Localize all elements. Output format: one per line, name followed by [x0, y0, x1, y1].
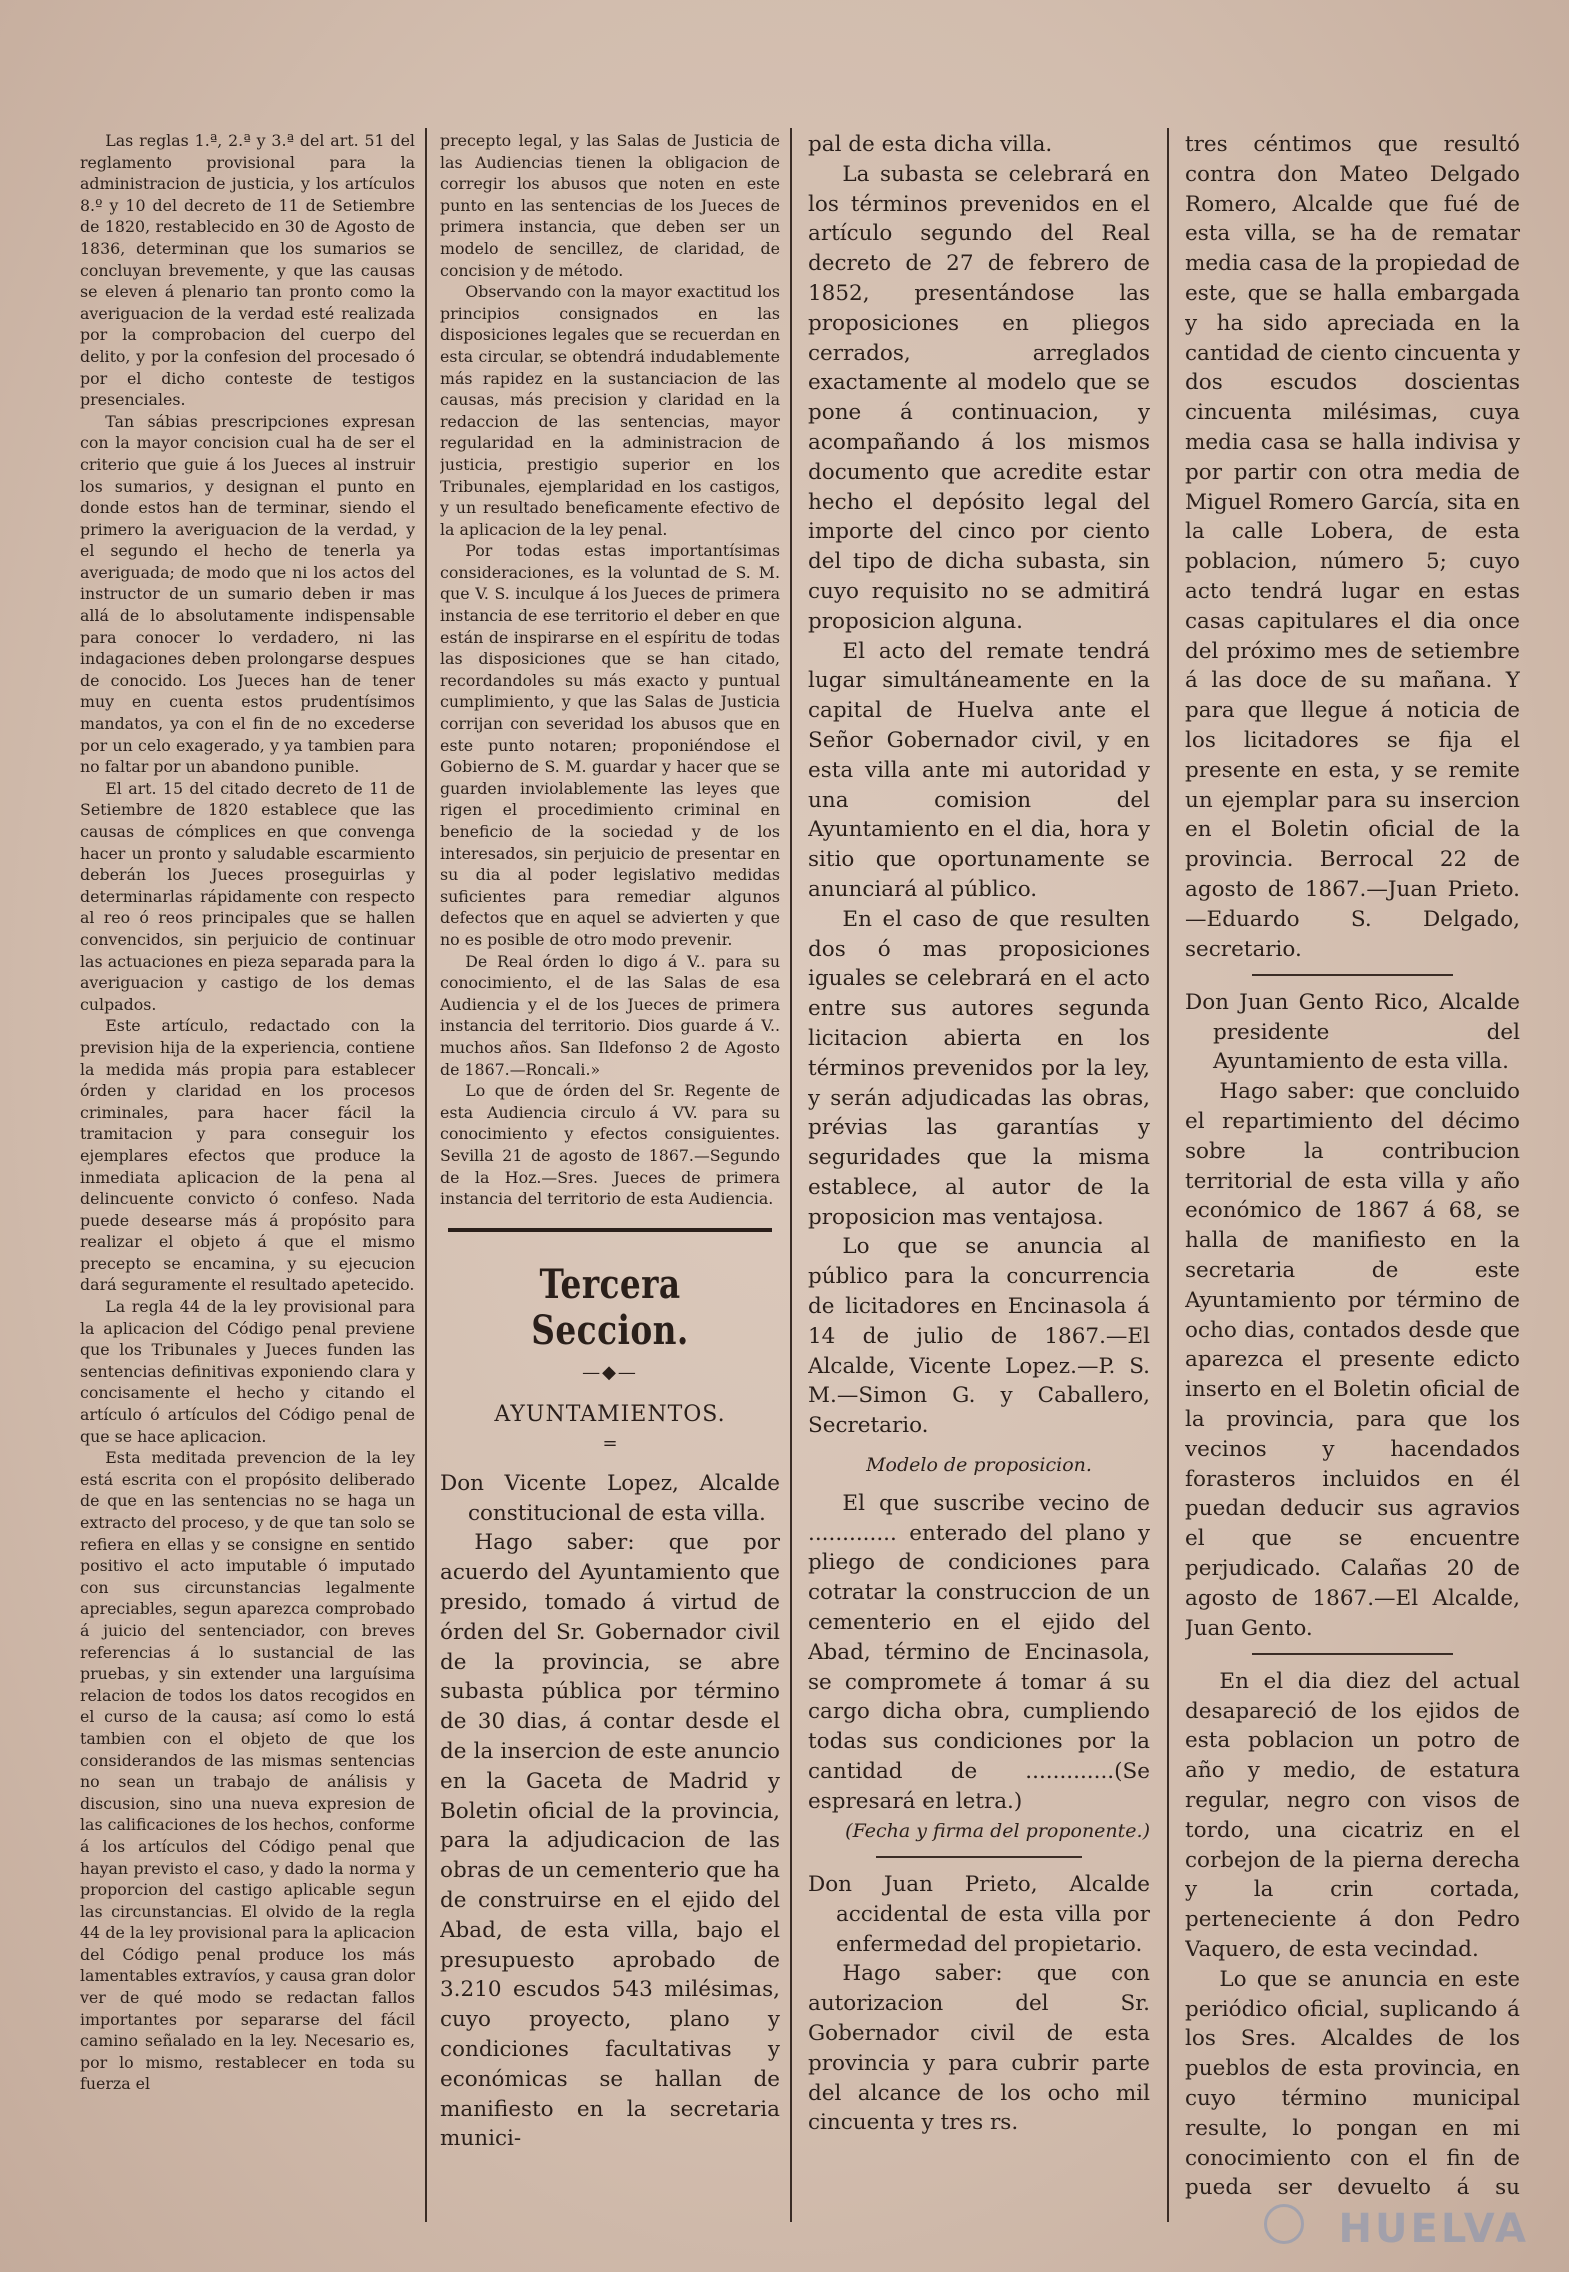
paragraph: El acto del remate tendrá lugar simultáneamente en la capital de Huelva ante el Señor Gobernador civil, y en esta villa ante mi autoridad y una comision del Ayuntamiento en el dia, hora y sitio que oportunamente se anunciará al público.: [808, 638, 1150, 902]
column-divider: [425, 128, 427, 2222]
paragraph: Las reglas 1.ª, 2.ª y 3.ª del art. 51 del reglamento provisional para la administracion de justicia, y los artículos 8.º y 10 del decreto de 11 de Setiembre de 1820, restablecido en 30 de Agosto de 1836, determinan que los sumarios se concluyan brevemente, y que las causas se eleven á plenario tan pronto como la averiguacion de la verdad esté realizada por la comprobacion del cuerpo del delito, y por la confesion del procesado ó por el dicho conteste de testigos presenciales.: [80, 131, 415, 410]
column-divider: [790, 128, 792, 2222]
paragraph: Hago saber: que concluido el repartimiento del décimo sobre la contribucion territorial de esta villa y año económico de 1867 á 68, se halla de manifiesto en la secretaria de este Ayuntamiento por término de ocho dias, contados desde que aparezca el presente edicto inserto en el Boletin oficial de la provincia, para que los vecinos y hacendados forasteros incluidos en él puedan deducir sus agravios el que se encuentre perjudicado. Calañas 20 de agosto de 1867.—El Alcalde, Juan Gento.: [1185, 1079, 1520, 1641]
paragraph: Observando con la mayor exactitud los principios consignados en las disposiciones legales que se recuerdan en esta circular, se obtendrá indudablemente más rapidez en la sustanciacion de las causas, más precision y claridad en la redaccion de las sentencias, mayor regularidad en la administracion de justicia, prestigio superior en los Tribunales, ejemplaridad en los castigos, y un resultado beneficamente efectivo de la aplicacion de la ley penal.: [440, 282, 780, 539]
section-header: [440, 1228, 780, 1455]
column-1: [80, 130, 415, 2202]
notice-lead: Don Vicente Lopez, Alcalde constitucional de esta villa.: [440, 1470, 780, 1526]
column-3: [808, 130, 1150, 2202]
section-subheading: AYUNTAMIENTOS.: [494, 1402, 726, 1428]
paragraph: Hago saber: que por acuerdo del Ayuntamiento que presido, tomado á virtud de órden del Sr. Gobernador civil de la provincia, se abre subasta pública por término de 30 dias, á contar desde el de la insercion de este anuncio en la Gaceta de Madrid y Boletin oficial de la provincia, para la adjudicacion de las obras de un cementerio que ha de construirse en el ejido del Abad, de esta villa, bajo el presupuesto aprobado de 3.210 escudos 543 milésimas, cuyo proyecto, plano y condiciones facultativas y económicas se hallan de manifiesto en la secretaria munici-: [440, 1530, 780, 2152]
ornament: —◆—: [582, 1361, 638, 1383]
paragraph: Lo que de órden del Sr. Regente de esta Audiencia circulo á VV. para su conocimiento y efectos consiguientes. Sevilla 21 de agosto de 1867.—Segundo de la Hoz.—Sres. Jueces de primera instancia del territorio de esta Audiencia.: [440, 1081, 780, 1209]
paragraph: La subasta se celebrará en los términos prevenidos en el artículo segundo del Real decreto de 27 de febrero de 1852, presentándose las proposiciones en pliegos cerrados, arreglados exactamente al modelo que se pone á continuacion, y acompañando á los mismos documento que acredite estar hecho el depósito legal del importe del cinco por ciento del tipo de dicha subasta, sin cuyo requisito no se admitirá proposicion alguna.: [808, 161, 1150, 634]
watermark-logo-icon: [1264, 2204, 1304, 2244]
section-rule: [448, 1228, 772, 1232]
paragraph: El que suscribe vecino de ............. enterado del plano y pliego de condiciones para cotratar la construccion de un cementerio en el ejido del Abad, término de Encinasola, se compromete á tomar á su cargo dicha obra, cumpliendo todas sus condiciones por la cantidad de .............(Se espresará en letra.): [808, 1490, 1150, 1814]
watermark: HUELVA: [1338, 2206, 1529, 2252]
paragraph: Lo que se anuncia al público para la concurrencia de licitadores en Encinasola á 14 de julio de 1867.—El Alcalde, Vicente Lopez.—P. S. M.—Simon G. y Caballero, Secretario.: [808, 1234, 1150, 1439]
column-divider: [1167, 128, 1169, 2222]
paragraph: La regla 44 de la ley provisional para la aplicacion del Código penal previene que los Tribunales y Jueces funden las sentencias definitivas exponiendo clara y concisamente el hecho y citando el artículo ó artículos del Código penal de que se hace aplicacion.: [80, 1297, 415, 1446]
notice-cementerio: [440, 1469, 780, 2154]
notice-lead: Don Juan Prieto, Alcalde accidental de esta villa por enfermedad del propietario.: [808, 1871, 1150, 1957]
paragraph: Lo que se anuncia en este periódico oficial, suplicando á los Sres. Alcaldes de los pueblos de esta provincia, en cuyo término municipal resulte, lo pongan en mi conocimiento con el fin de pueda ser devuelto á su: [1185, 1966, 1520, 2201]
paragraph: Por todas estas importantísimas consideraciones, es la voluntad de S. M. que V. S. inculque á los Jueces de primera instancia de ese territorio el deber en que están de inspirarse en el espíritu de todas las disposiciones que se han citado, recordandoles su más exacto y puntual cumplimiento, y que las Salas de Justicia corrijan con severidad los abusos que en este punto notaren; proponiéndose el Gobierno de S. M. guardar y hacer que se guarden inviolablemente las leyes que rigen el procedimiento criminal en beneficio de la sociedad y de los interesados, sin perjuicio de presentar en su dia al poder legislativo medidas suficientes para remediar algunos defectos que en aquel se advierten y que no es posible de otro modo prevenir.: [440, 541, 780, 949]
notice-lead: Don Juan Gento Rico, Alcalde presidente del Ayuntamiento de esta villa.: [1185, 989, 1520, 1075]
separator-rule: [876, 1856, 1081, 1858]
column-4: [1185, 130, 1520, 2202]
signature-line: (Fecha y firma del proponente.): [845, 1819, 1150, 1842]
paragraph: En el dia diez del actual desapareció de los ejidos de esta poblacion un potro de año y medio, de estatura regular, negro con visos de tordo, una cicatriz en el corbejon de la pierna derecha y la crin cortada, perteneciente á don Pedro Vaquero, de esta vecindad.: [1185, 1668, 1520, 1963]
paragraph: En el caso de que resulten dos ó mas proposiciones iguales se celebrará en el acto entre sus autores segunda licitacion abierta en los términos prevenidos por la ley, y serán adjudicadas las obras, prévias las garantías y seguridades que la misma establece, al autor de la proposicion mas ventajosa.: [808, 906, 1150, 1230]
paragraph: Este artículo, redactado con la prevision hija de la experiencia, contiene la medida más propia para establecer órden y claridad en los procesos criminales, para hacer fácil la tramitacion y para conseguir los ejemplares efectos que produce la inmediata aplicacion de la pena al delincuente convicto ó confeso. Nada puede desearse más á propósito para realizar el objeto á que el mismo precepto se encamina, y su ejecucion dará seguramente el resultado apetecido.: [80, 1016, 415, 1295]
section-title: Tercera Seccion.: [531, 1260, 689, 1354]
paragraph: Tan sábias prescripciones expresan con la mayor concision cual ha de ser el criterio que guie á los Jueces al instruir los sumarios, y designan el punto en donde estos han de terminar, siendo el primero la averiguacion de la verdad, y el segundo el hecho de tenerla ya averiguada; de modo que ni los actos del instructor de un sumario deben ir mas allá de lo absolutamente indispensable para conocer lo verdadero, ni las indagaciones deben prolongarse despues de conocido. Los Jueces han de tener muy en cuenta estos prudentísimos mandatos, ya con el fin de no excederse por un celo exagerado, y ya tambien para no faltar por un abandono punible.: [80, 411, 415, 777]
paragraph: pal de esta dicha villa.: [808, 132, 1053, 157]
paragraph: Esta meditada prevencion de la ley está escrita con el propósito deliberado de que en las sentencias no se haga un extracto del proceso, y de que tan solo se refiera en ellas y se consigne en sentido positivo el acto imputable ó imputado con sus circunstancias legalmente apreciables, segun aparezca comprobado á juicio del sentenciador, con breves referencias á lo sustancial de las pruebas, y sin extender una larguísima relacion de todos los datos recogidos en el curso de la causa; así como lo está tambien con el objeto de que los considerandos de las mismas sentencias no sean un trabajo de análisis y discusion, sino una nueva expresion de las calificaciones de los hechos, conforme á los artículos del Código penal que hayan previsto el caso, y dado la norma y proporcion del castigo aplicable segun las circunstancias. El olvido de la regla 44 de la ley provisional para la aplicacion del Código penal produce los más lamentables extravíos, y causa gran dolor ver de qué modo se redactan fallos importantes por separarse del fácil camino señalado en la ley. Necesario es, por lo mismo, restablecer en toda su fuerza el: [80, 1448, 415, 2094]
paragraph: tres céntimos que resultó contra don Mateo Delgado Romero, Alcalde que fué de esta villa, se ha de rematar media casa de la propiedad de este, que se halla embargada y ha sido apreciada en la cantidad de ciento cincuenta y dos escudos doscientas cincuenta milésimas, cuya media casa se halla indivisa y por partir con otra media de Miguel Romero García, sita en la calle Lobera, de esta poblacion, número 5; cuyo acto tendrá lugar en estas casas capitulares el dia once del próximo mes de setiembre á las doce de su mañana. Y para que llegue á noticia de los licitadores se fija el presente en esta, y se remite un ejemplar para su insercion en el Boletin oficial de la provincia. Berrocal 22 de agosto de 1867.—Juan Prieto.—Eduardo S. Delgado, secretario.: [1185, 132, 1520, 962]
ornament-double-line: =: [602, 1433, 618, 1455]
model-title: Modelo de proposicion.: [866, 1454, 1092, 1477]
column-2: [440, 130, 780, 2202]
separator-rule: [1252, 1653, 1453, 1655]
paragraph: Hago saber: que con autorizacion del Sr. Gobernador civil de esta provincia y para cubrir parte del alcance de los ocho mil cincuenta y tres rs.: [808, 1961, 1150, 2136]
paragraph: De Real órden lo digo á V.. para su conocimiento, el de las Salas de esa Audiencia y el de los Jueces de primera instancia del territorio. Dios guarde á V.. muchos años. San Ildefonso 2 de Agosto de 1867.—Roncali.»: [440, 951, 780, 1079]
separator-rule: [1252, 974, 1453, 976]
paragraph: El art. 15 del citado decreto de 11 de Setiembre de 1820 establece que las causas de cómplices en que convenga hacer un pronto y saludable escarmiento deberán los Jueces proseguirlas y determinarlas rápidamente con respecto al reo ó reos principales que se hallen convencidos, sin perjuicio de continuar las actuaciones en pieza separada para la averiguacion y castigo de los demas culpados.: [80, 778, 415, 1014]
paragraph: precepto legal, y las Salas de Justicia de las Audiencias tienen la obligacion de corregir los abusos que noten en este punto en las sentencias de los Jueces de primera instancia, que deben ser un modelo de sencillez, de claridad, de concision y de método.: [440, 131, 780, 280]
